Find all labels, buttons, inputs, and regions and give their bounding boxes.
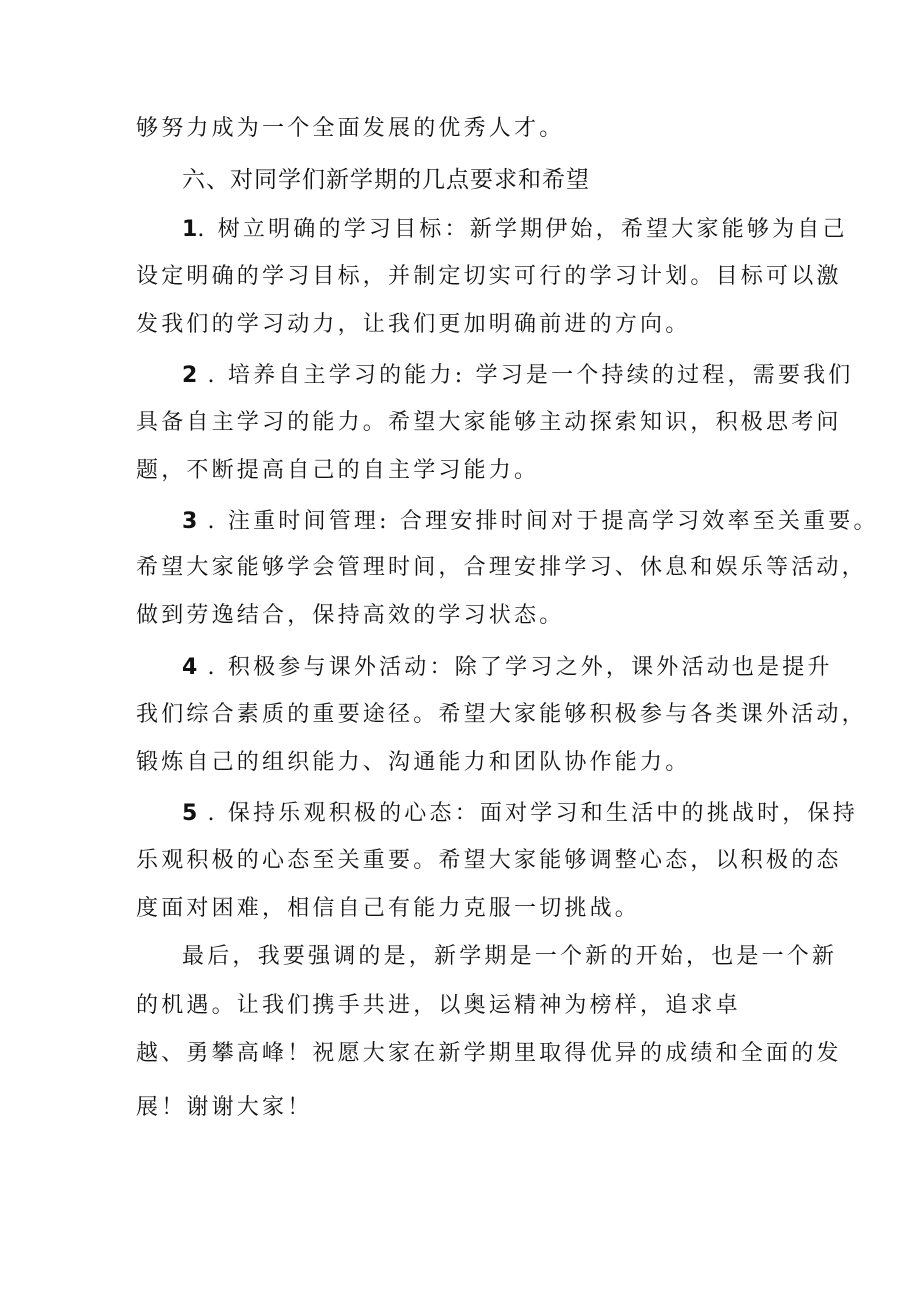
paragraph-line: 展！谢谢大家！ — [136, 1095, 313, 1120]
paragraph-line: 的机遇。让我们携手共进，以奥运精神为榜样，追求卓 — [136, 993, 741, 1018]
paragraph-line: 题，不断提高自己的自主学习能力。 — [136, 458, 540, 483]
paragraph-line: 具备自主学习的能力。希望大家能够主动探索知识，积极思考问 — [136, 410, 842, 435]
item-number: 2 — [182, 363, 198, 388]
item-number: 5 — [182, 801, 198, 826]
paragraph-line: 度面对困难，相信自己有能力克服一切挑战。 — [136, 896, 641, 921]
list-item-3-line: 3 . 注重时间管理: 合理安排时间对于提高学习效率至关重要。 — [182, 509, 879, 534]
list-item-2-line: 2 . 培养自主学习的能力: 学习是一个持续的过程，需要我们 — [182, 363, 854, 388]
paragraph-line: 越、勇攀高峰！祝愿大家在新学期里取得优异的成绩和全面的发 — [136, 1041, 842, 1066]
list-item-4-line: 4 . 积极参与课外活动：除了学习之外，课外活动也是提升 — [182, 655, 833, 680]
paragraph-line: 锻炼自己的组织能力、沟通能力和团队协作能力。 — [136, 750, 691, 775]
list-item-1-line: 1. 树立明确的学习目标：新学期伊始，希望大家能够为自己 — [182, 217, 848, 242]
item-number: 1 — [182, 217, 198, 242]
closing-paragraph-line: 最后，我要强调的是，新学期是一个新的开始，也是一个新 — [182, 944, 838, 969]
paragraph-line: 做到劳逸结合，保持高效的学习状态。 — [136, 603, 565, 628]
paragraph-line: 发我们的学习动力，让我们更加明确前进的方向。 — [136, 312, 691, 337]
item-number: 4 — [182, 655, 198, 680]
paragraph-line: 乐观积极的心态至关重要。希望大家能够调整心态，以积极的态 — [136, 848, 842, 873]
paragraph-line: 设定明确的学习目标，并制定切实可行的学习计划。目标可以激 — [136, 264, 842, 289]
section-heading: 六、对同学们新学期的几点要求和希望 — [182, 167, 590, 193]
item-number: 3 — [182, 509, 198, 534]
paragraph-line: 我们综合素质的重要途径。希望大家能够积极参与各类课外活动， — [136, 702, 867, 727]
paragraph-line: 希望大家能够学会管理时间，合理安排学习、休息和娱乐等活动， — [136, 555, 867, 580]
paragraph-line: 够努力成为一个全面发展的优秀人才。 — [136, 116, 565, 141]
list-item-5-line: 5 . 保持乐观积极的心态：面对学习和生活中的挑战时，保持 — [182, 801, 858, 826]
